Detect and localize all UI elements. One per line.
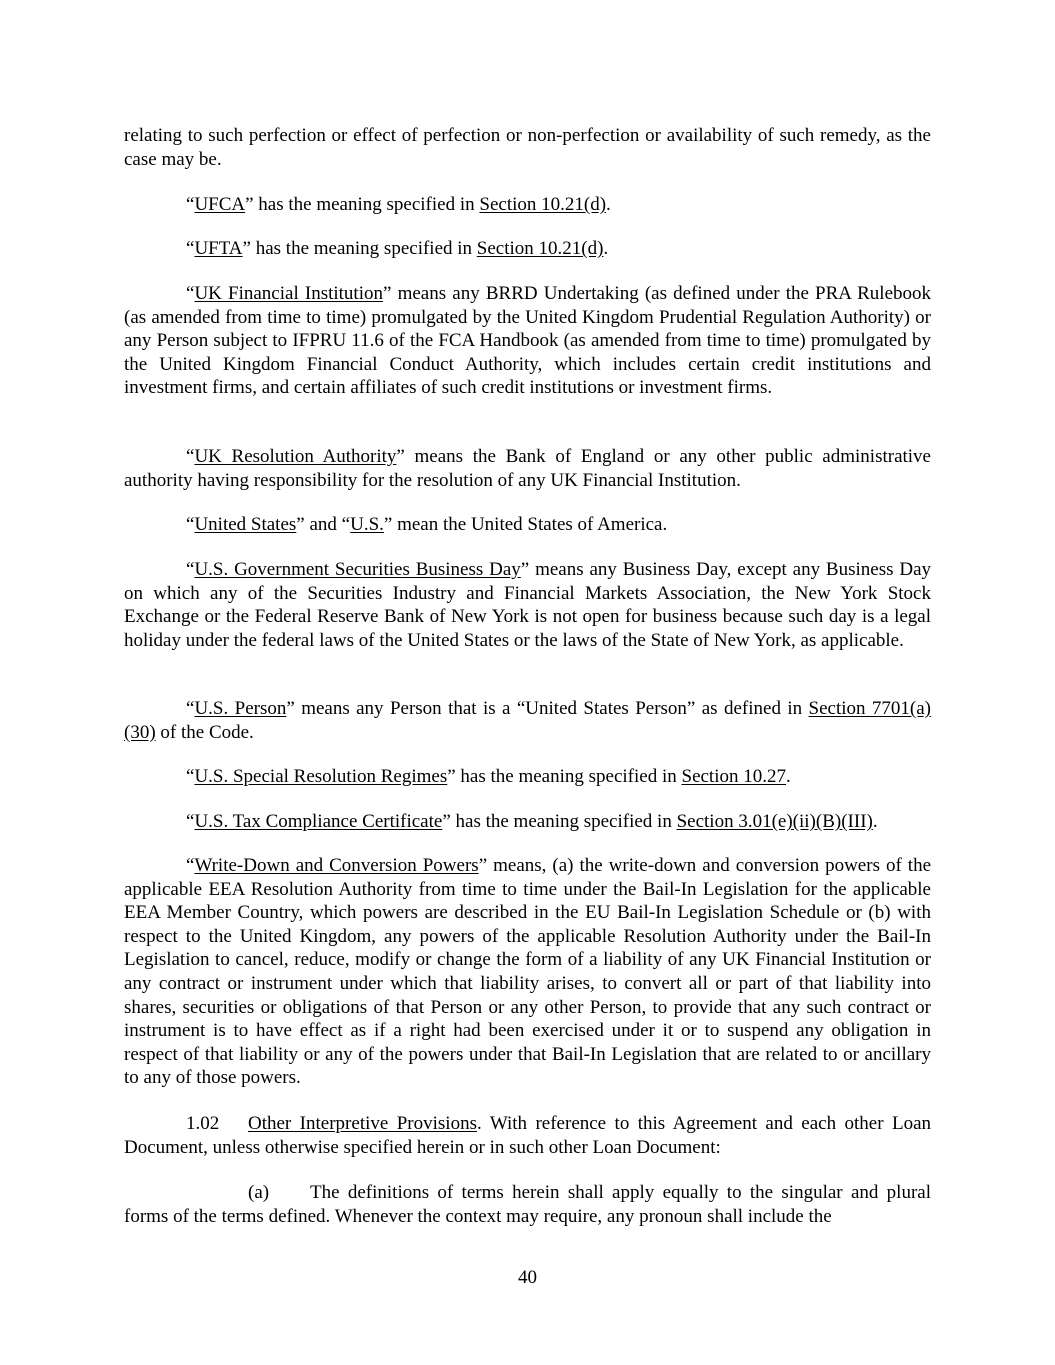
continued-paragraph: relating to such perfection or effect of perfection or non-perfection or availability of such remedy, as the case may be.: [124, 125, 931, 170]
definition-ufca: “UFCA” has the meaning specified in Section 10.21(d).: [186, 194, 611, 215]
section-reference: Section 10.21(d): [476, 238, 604, 259]
page-number: 40: [518, 1267, 537, 1288]
clause-number: (a): [248, 1182, 270, 1203]
defined-term: U.S. Tax Compliance Certificate: [194, 811, 443, 832]
defined-term: UK Resolution Authority: [194, 446, 397, 467]
definition-uk-financial-institution: “UK Financial Institution” means any BRRD Undertaking (as defined under the PRA Rulebook (as amended from time to time) promulgated by the United Kingdom Prudential Regulation Authority) or any Person subject to IFPRU 11.6 of the FCA Handbook (as amended from time to time) promulgated by the United Kingdom Financial Conduct Authority, which includes certain credit institutions and investment firms, and certain affiliates of such credit institutions or investment firms.: [124, 283, 931, 399]
definition-ufta: “UFTA” has the meaning specified in Section 10.21(d).: [186, 238, 609, 259]
section-1-02: 1.02 Other Interpretive Provisions. With reference to this Agreement and each other Loan Document, unless otherwise specified herein or in such other Loan Document:: [124, 1113, 932, 1158]
clause-a: (a) The definitions of terms herein shall apply equally to the singular and plural forms of the terms defined. Whenever the context may require, any pronoun shall include the: [124, 1182, 931, 1227]
defined-term: Write-Down and Conversion Powers: [194, 855, 479, 876]
definition-write-down-and-conversion-powers: “Write-Down and Conversion Powers” means, (a) the write-down and conversion powers of the applicable EEA Resolution Authority from time to time under the Bail-In Legislation for the applicable EEA Member Country, which powers are described in the EU Bail-In Legislation Schedule or (b) with respect to the United Kingdom, any powers of the applicable Resolution Authority under the Bail-In Legislation to cancel, reduce, modify or change the form of a liability of any UK Financial Institution or any contract or instrument under which that liability arises, to convert all or part of that liability into shares, securities or obligations of that Person or any other Person, to provide that any such contract or instrument is to have effect as if a right had been exercised under it or to suspend any obligation in respect of that liability or any of the powers under that Bail-In Legislation that are related to or ancillary to any of those powers.: [124, 855, 931, 1089]
section-heading: Other Interpretive Provisions: [248, 1113, 477, 1134]
section-reference: Section 10.21(d): [479, 194, 607, 215]
definition-uk-resolution-authority: “UK Resolution Authority” means the Bank of England or any other public administrative authority having responsibility for the resolution of any UK Financial Institution.: [124, 446, 931, 491]
definition-us-government-securities-business-day: “U.S. Government Securities Business Day” means any Business Day, except any Business Day on which any of the Securities Industry and Financial Markets Association, the New York Stock Exchange or the Federal Reserve Bank of New York is not open for business because such day is a legal holiday under the federal laws of the United States or the laws of the State of New York, as applicable.: [124, 559, 932, 651]
defined-term: U.S. Special Resolution Regimes: [194, 766, 448, 787]
section-reference: Section 10.27: [681, 766, 786, 787]
definition-us-tax-compliance-certificate: “U.S. Tax Compliance Certificate” has the meaning specified in Section 3.01(e)(ii)(B)(III).: [186, 811, 878, 832]
defined-term: U.S.: [350, 514, 384, 535]
defined-term: United States: [194, 514, 297, 535]
defined-term: UK Financial Institution: [194, 283, 383, 304]
defined-term: U.S. Person: [194, 698, 287, 719]
defined-term: UFCA: [194, 194, 246, 215]
definition-us-person: “U.S. Person” means any Person that is a “United States Person” as defined in Section 7701(a)(30) of the Code.: [124, 698, 932, 743]
section-reference: Section 3.01(e)(ii)(B)(III): [676, 811, 873, 832]
defined-term: UFTA: [194, 238, 243, 259]
section-number: 1.02: [186, 1113, 220, 1134]
section-reference: Section 7701(a)(30): [124, 698, 932, 743]
defined-term: U.S. Government Securities Business Day: [194, 559, 521, 580]
definition-us-special-resolution-regimes: “U.S. Special Resolution Regimes” has the meaning specified in Section 10.27.: [186, 766, 791, 787]
definition-united-states: “United States” and “U.S.” mean the United States of America.: [186, 514, 668, 535]
